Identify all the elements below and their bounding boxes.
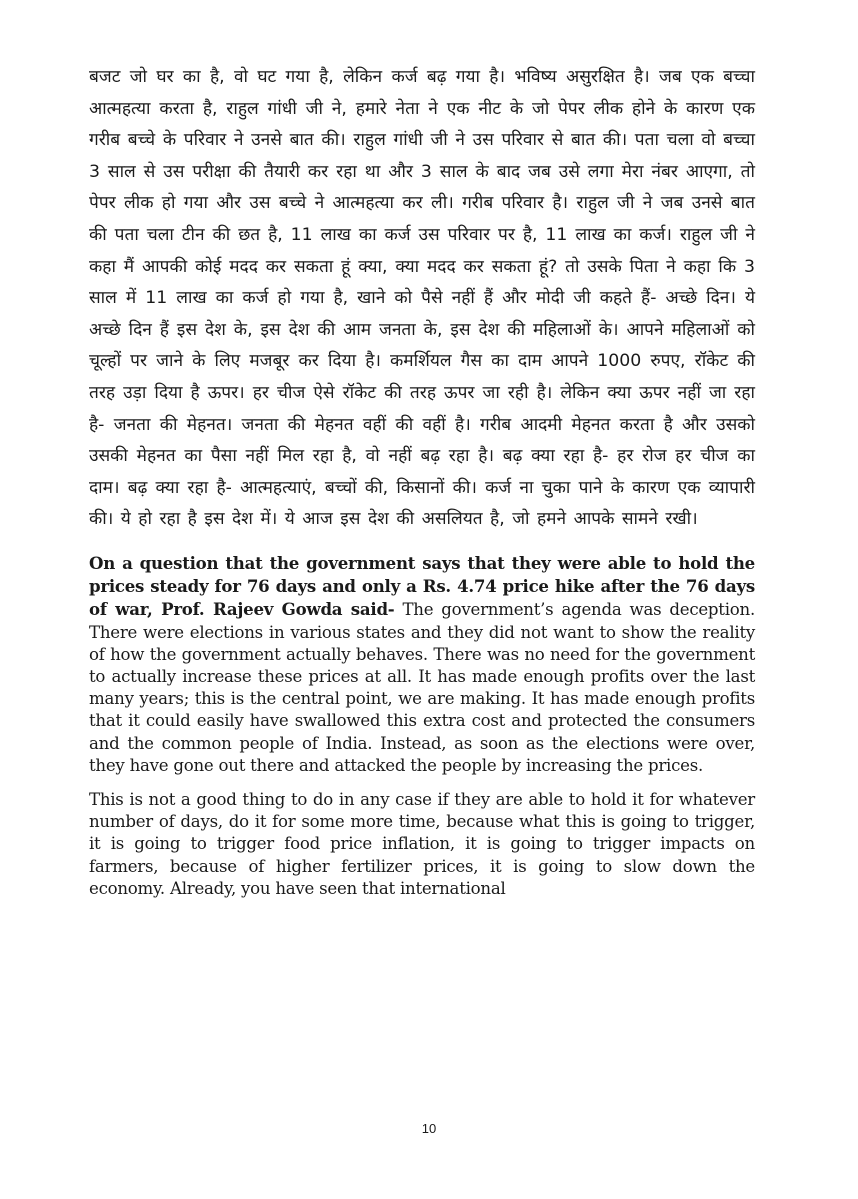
page-number: 10 bbox=[421, 1121, 437, 1136]
document-page bbox=[89, 62, 755, 912]
english-paragraph-qa bbox=[89, 552, 755, 777]
question-lead-bold: On a question that the government says that they were able to hold the prices steady for 76 days and only a Rs. 4.74 price hike after the 76 days of war, Prof. Rajeev Gowda said- bbox=[89, 552, 755, 620]
hindi-paragraph: बजट जो घर का है, वो घट गया है, लेकिन कर्ज बढ़ गया है। भविष्य असुरक्षित है। जब एक बच्चा आत्महत्या करता है, राहुल गांधी जी ने, हमारे नेता ने एक नीट के जो पेपर लीक होने के कारण एक गरीब बच्चे के परिवार ने उनसे बात की। राहुल गांधी जी ने उस परिवार से बात की। पता चला वो बच्चा 3 साल से उस परीक्षा की तैयारी कर रहा था और 3 साल के बाद जब उसे लगा मेरा नंबर आएगा, तो पेपर लीक हो गया और उस बच्चे ने आत्महत्या कर ली। गरीब परिवार है। राहुल जी ने जब उनसे बात की पता चला टीन की छत है, 11 लाख का कर्ज उस परिवार पर है, 11 लाख का कर्ज। राहुल जी ने कहा मैं आपकी कोई मदद कर सकता हूं क्या, क्या मदद कर सकता हूं? तो उसके पिता ने कहा कि 3 साल में 11 लाख का कर्ज हो गया है, खाने को पैसे नहीं हैं और मोदी जी कहते हैं- अच्छे दिन। ये अच्छे दिन हैं इस देश के, इस देश की आम जनता के, इस देश की महिलाओं के। आपने महिलाओं को चूल्हों पर जाने के लिए मजबूर कर दिया है। कमर्शियल गैस का दाम आपने 1000 रुपए, रॉकेट की तरह उड़ा दिया है ऊपर। हर चीज ऐसे रॉकेट की तरह ऊपर जा रही है। लेकिन क्या ऊपर नहीं जा रहा है- जनता की मेहनत। जनता की मेहनत वहीं की वहीं है। गरीब आदमी मेहनत करता है और उसको उसकी मेहनत का पैसा नहीं मिल रहा है, वो नहीं बढ़ रहा है। बढ़ क्या रहा है- हर रोज हर चीज का दाम। बढ़ क्या रहा है- आत्महत्याएं, बच्चों की, किसानों की। कर्ज ना चुका पाने के कारण एक व्यापारी की। ये हो रहा है इस देश में। ये आज इस देश की असलियत है, जो हमने आपके सामने रखी। bbox=[89, 67, 755, 530]
english-paragraph-continuation: This is not a good thing to do in any case if they are able to hold it for whatever number of days, do it for some more time, because what this is going to trigger, it is going to trigger food price inflation, it is going to trigger impacts on farmers, because of higher fertilizer prices, it is going to slow down the economy. Already, you have seen that international bbox=[89, 789, 755, 898]
answer-text: The government’s agenda was deception. There were elections in various states and they did not want to show the reality of how the government actually behaves. There was no need for the government to actually increase these prices at all. It has made enough profits over the last many years; this is the central point, we are making. It has made enough profits that it could easily have swallowed this extra cost and protected the consumers and the common people of India. Instead, as soon as the elections were over, they have gone out there and attacked the people by increasing the prices. bbox=[89, 600, 755, 775]
